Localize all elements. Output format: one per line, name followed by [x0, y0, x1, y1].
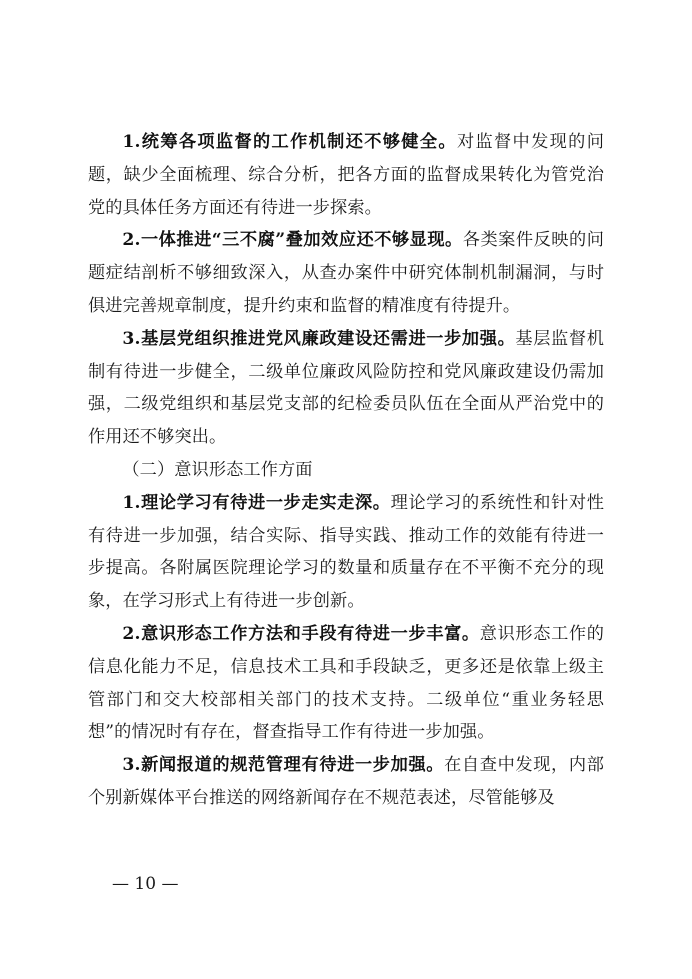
paragraph-6-body: 在自查中发现，内部个别新媒体平台推送的网络新闻存在不规范表述，尽管能够及 [88, 755, 604, 808]
paragraph-4-body: 理论学习的系统性和针对性有待进一步加强，结合实际、指导实践、推动工作的效能有待进一步提高。各附属医院理论学习的数量和质量存在不平衡不充分的现象，在学习形式上有待进一步创新。 [88, 492, 605, 612]
paragraph-1 [88, 126, 604, 224]
paragraph-6 [88, 749, 604, 815]
paragraph-2-body: 各类案件反映的问题症结剖析不够细致深入，从查办案件中研究体制机制漏洞，与时俱进完善规章制度，提升约束和监督的精准度有待提升。 [88, 230, 604, 316]
paragraph-3 [88, 323, 604, 454]
paragraph-3-body: 基层监督机制有待进一步健全，二级单位廉政风险防控和党风廉政建设仍需加强，二级党组织和基层党支部的纪检委员队伍在全面从严治党中的作用还不够突出。 [88, 328, 604, 448]
document-body [88, 126, 604, 815]
paragraph-4 [88, 487, 604, 618]
page-number: — 10 — [112, 874, 179, 894]
paragraph-6-lead: 3.新闻报道的规范管理有待进一步加强。 [122, 755, 445, 776]
paragraph-2 [88, 224, 604, 322]
paragraph-5-body: 意识形态工作的信息化能力不足，信息技术工具和手段缺乏，更多还是依靠上级主管部门和交大校部相关部门的技术支持。二级单位“重业务轻思想”的情况时有存在，督查指导工作有待进一步加强。 [88, 623, 605, 743]
paragraph-3-lead: 3.基层党组织推进党风廉政建设还需进一步加强。 [122, 328, 516, 349]
paragraph-4-lead: 1.理论学习有待进一步走实走深。 [122, 492, 391, 513]
paragraph-5-lead: 2.意识形态工作方法和手段有待进一步丰富。 [122, 623, 480, 644]
paragraph-5 [88, 618, 604, 749]
paragraph-2-lead: 2.一体推进“三不腐”叠加效应还不够显现。 [122, 230, 463, 251]
paragraph-1-body: 对监督中发现的问题，缺少全面梳理、综合分析，把各方面的监督成果转化为管党治党的具体任务方面还有待进一步探索。 [88, 132, 604, 218]
paragraph-1-lead: 1.统筹各项监督的工作机制还不够健全。 [122, 132, 457, 152]
section-heading: （二）意识形态工作方面 [122, 459, 313, 480]
